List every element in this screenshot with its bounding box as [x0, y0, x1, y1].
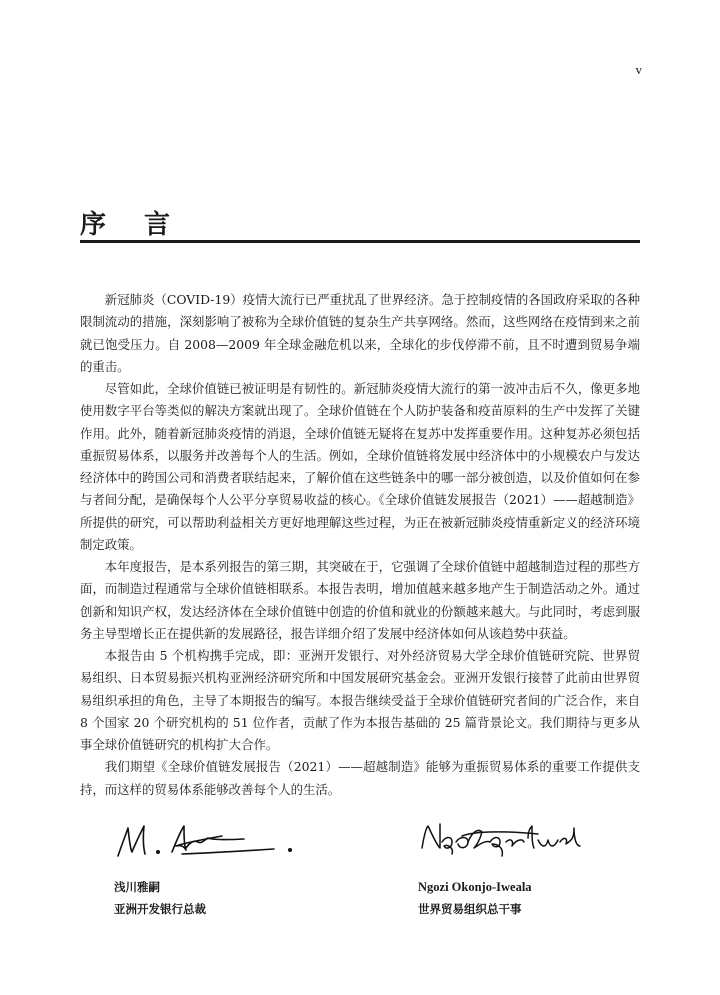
signatory-title: 亚洲开发银行总裁 [114, 902, 206, 916]
paragraph-5: 我们期望《全球价值链发展报告（2021）——超越制造》能够为重振贸易体系的重要工作提供支持，而这样的贸易体系能够改善每个人的生活。 [80, 759, 640, 797]
signatory-name: 浅川雅嗣 [114, 880, 160, 894]
paragraph-3: 本年度报告，是本系列报告的第三期，其突破在于，它强调了全球价值链中超越制造过程的那些方面，而制造过程通常与全球价值链相联系。本报告表明，增加值越来越多地产生于制造活动之外。通过创新和知识产权，发达经济体在全球价值链中创造的价值和就业的份额越来越大。与此同时，考虑到服务主导型增长正在提供新的发展路径，报告详细介绍了发展中经济体如何从该趋势中获益。 [80, 559, 640, 641]
page-number: v [635, 62, 642, 77]
paragraph-4: 本报告由 5 个机构携手完成，即：亚洲开发银行、对外经济贸易大学全球价值链研究院、世界贸易组织、日本贸易振兴机构亚洲经济研究所和中国发展研究基金会。亚洲开发银行接替了此前由世界贸易组织承担的角色，主导了本期报告的编写。本报告继续受益于全球价值链研究者间的广泛合作，来自 8 个国家 20 个研究机构的 51 位作者，贡献了作为本报告基础的 25 篇背景论文。我们期待与更多从事全球价值链研究的机构扩大合作。 [80, 648, 640, 752]
signatory-title: 世界贸易组织总干事 [418, 902, 522, 916]
signatory-name: Ngozi Okonjo-Iweala [418, 880, 532, 894]
handwritten-signature-asakawa [114, 818, 314, 864]
paragraph-1: 新冠肺炎（COVID-19）疫情大流行已严重扰乱了世界经济。急于控制疫情的各国政府采取的各种限制流动的措施，深刻影响了被称为全球价值链的复杂生产共享网络。然而，这些网络在疫情到来之前就已饱受压力。自 2008—2009 年全球金融危机以来，全球化的步伐停滞不前，且不时遭到贸易争端的重击。 [80, 292, 640, 374]
paragraph-2: 尽管如此，全球价值链已被证明是有韧性的。新冠肺炎疫情大流行的第一波冲击后不久，像更多地使用数字平台等类似的解决方案就出现了。全球价值链在个人防护装备和疫苗原料的生产中发挥了关键作用。此外，随着新冠肺炎疫情的消退，全球价值链无疑将在复苏中发挥重要作用。这种复苏必须包括重振贸易体系，以服务并改善每个人的生活。例如，全球价值链将发展中经济体中的小规模农户与发达经济体中的跨国公司和消费者联结起来，了解价值在这些链条中的哪一部分被创造，以及价值如何在参与者间分配，是确保每个人公平分享贸易收益的核心。《全球价值链发展报告（2021）——超越制造》所提供的研究，可以帮助利益相关方更好地理解这些过程，为正在被新冠肺炎疫情重新定义的经济环境制定政策。 [80, 381, 640, 552]
preface-body [80, 289, 640, 801]
page-title: 序言 [80, 210, 209, 240]
handwritten-signature-okonjo-iweala [418, 818, 588, 864]
title-divider [80, 240, 640, 243]
signatory-wto [418, 818, 588, 920]
signatory-adb [114, 818, 314, 920]
